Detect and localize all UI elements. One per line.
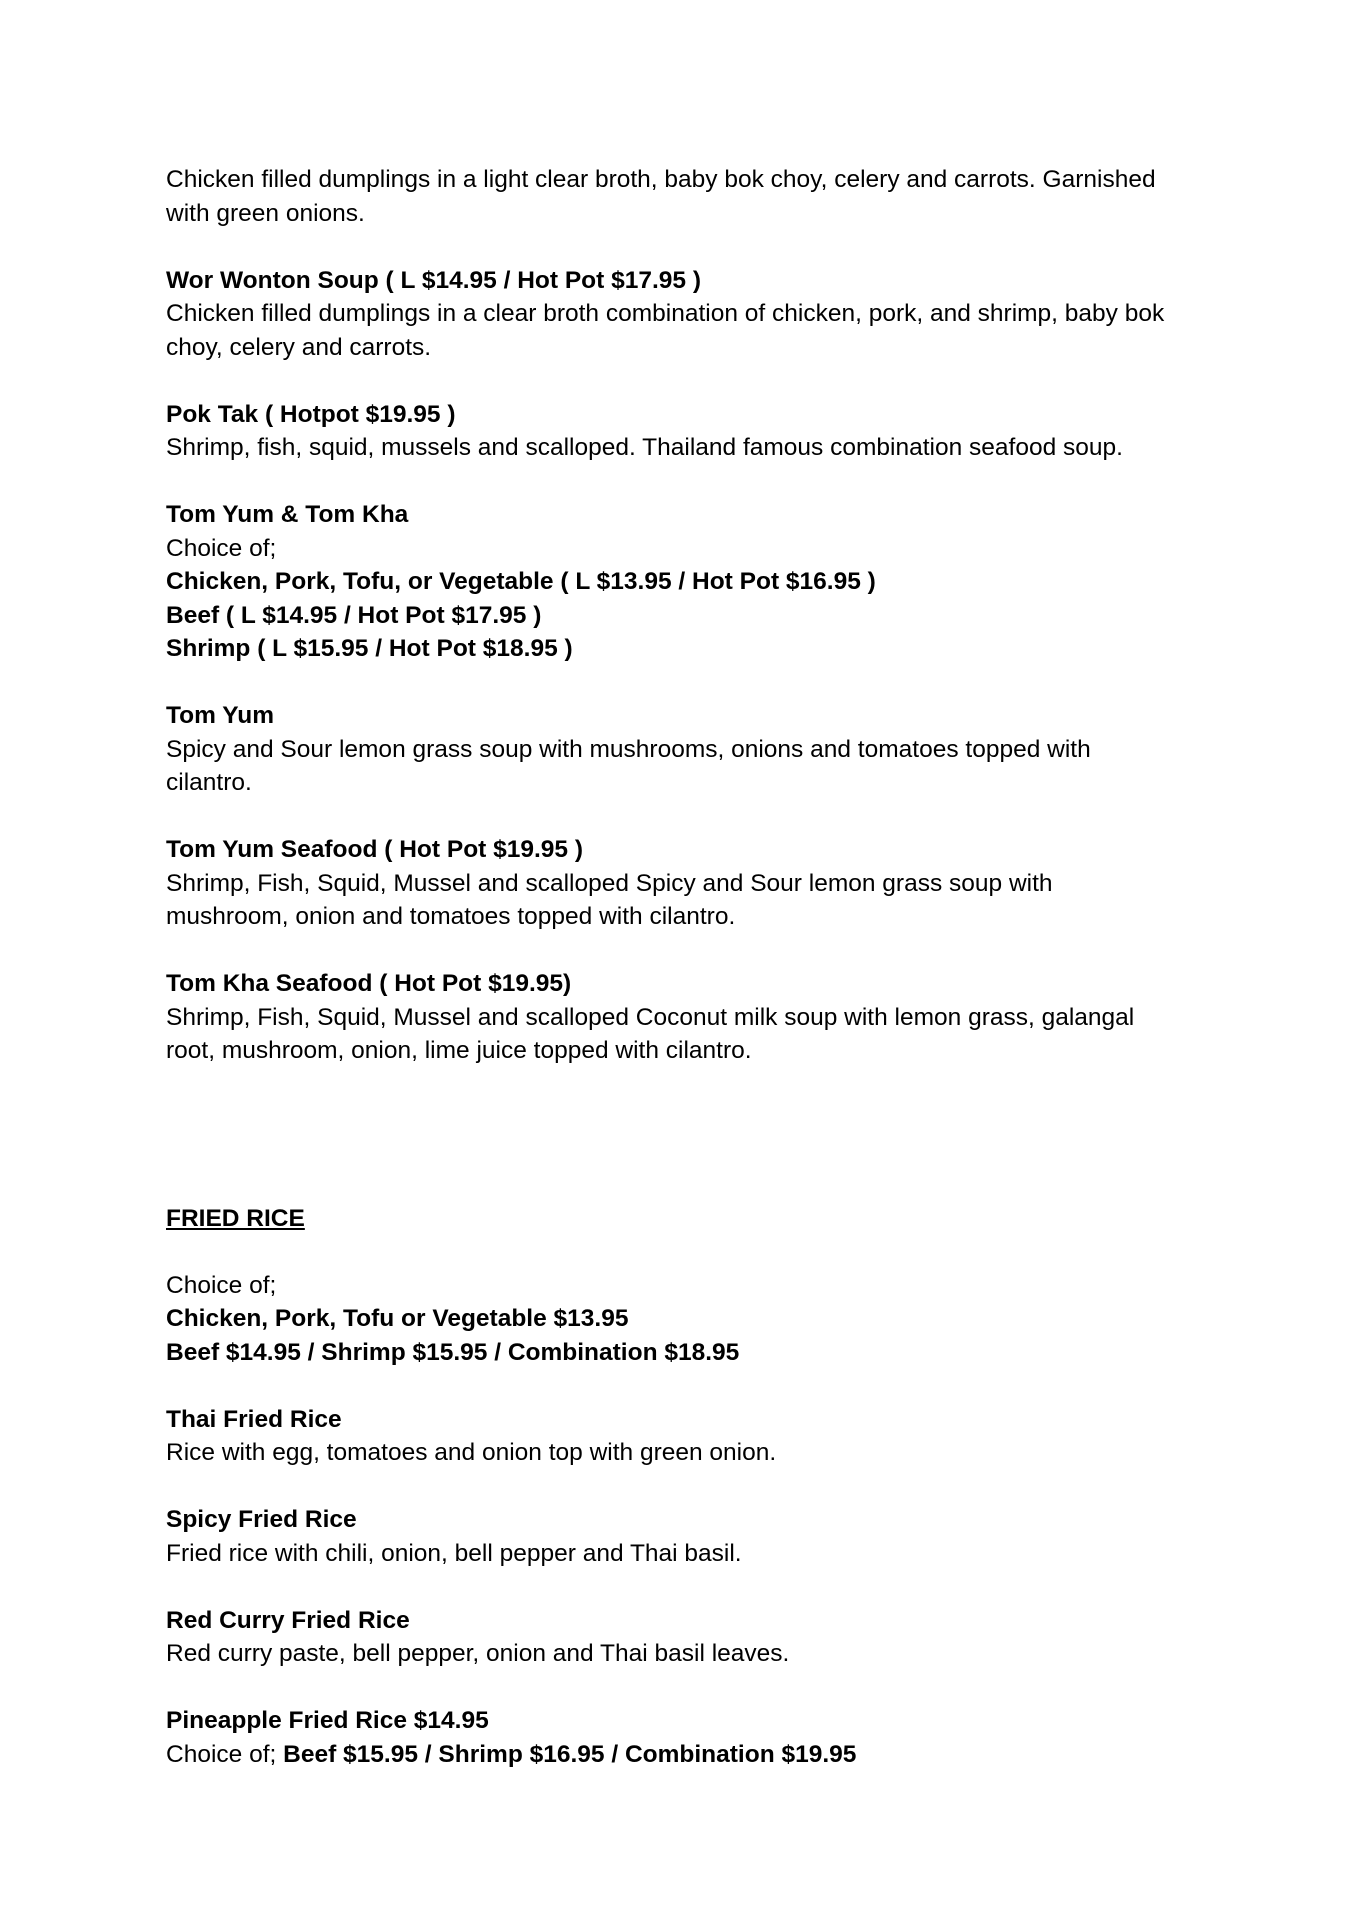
item-title: Tom Yum	[166, 702, 275, 729]
item-title: Wor Wonton Soup ( L $14.95 / Hot Pot $17.95 )	[166, 266, 701, 294]
description-line: Spicy and Sour lemon grass soup with mushrooms, onions and tomatoes topped with	[166, 735, 1091, 763]
price-option: Chicken, Pork, Tofu or Vegetable $13.95	[166, 1305, 629, 1332]
price-option: Beef $14.95 / Shrimp $15.95 / Combination $18.95	[166, 1338, 740, 1366]
choice-label: Choice of;	[166, 1271, 277, 1299]
item-title: Spicy Fried Rice	[166, 1506, 357, 1533]
menu-item-red-curry-fried-rice	[166, 1604, 1206, 1671]
description-line: choy, celery and carrots.	[166, 333, 432, 361]
menu-item-tom-yum-seafood	[166, 833, 1206, 934]
price-option: Shrimp ( L $15.95 / Hot Pot $18.95 )	[166, 635, 573, 662]
section-fried-rice	[166, 1202, 1206, 1772]
item-title: Tom Kha Seafood ( Hot Pot $19.95)	[166, 970, 572, 997]
menu-item-pok-tak	[166, 398, 1206, 465]
menu-content	[166, 163, 1206, 1771]
menu-item-wor-wonton	[166, 264, 1206, 365]
description-line: cilantro.	[166, 769, 252, 796]
choice-prefix: Choice of;	[166, 1740, 284, 1768]
intro-description	[166, 163, 1206, 230]
item-title: Thai Fried Rice	[166, 1405, 342, 1433]
description-line: root, mushroom, onion, lime juice topped with cilantro.	[166, 1037, 752, 1064]
description-line: Shrimp, Fish, Squid, Mussel and scalloped Spicy and Sour lemon grass soup with	[166, 869, 1053, 897]
price-option: Beef $15.95 / Shrimp $16.95 / Combination $19.95	[283, 1740, 857, 1768]
menu-item-tom-yum-tom-kha	[166, 498, 1206, 666]
menu-item-tom-kha-seafood	[166, 967, 1206, 1068]
description-line: Chicken filled dumplings in a light clear broth, baby bok choy, celery and carrots. Garnished	[166, 166, 1156, 193]
choice-label: Choice of;	[166, 534, 277, 562]
description-line: Fried rice with chili, onion, bell pepper and Thai basil.	[166, 1539, 742, 1567]
price-option: Beef ( L $14.95 / Hot Pot $17.95 )	[166, 601, 542, 629]
description-line: mushroom, onion and tomatoes topped with cilantro.	[166, 903, 736, 930]
choice-line	[166, 1738, 1206, 1772]
menu-item-pineapple-fried-rice	[166, 1704, 1206, 1771]
description-line: Chicken filled dumplings in a clear broth combination of chicken, pork, and shrimp, baby bok	[166, 300, 1165, 327]
item-title: Tom Yum Seafood ( Hot Pot $19.95 )	[166, 836, 584, 863]
description-line: with green onions.	[166, 199, 365, 227]
description-line: Rice with egg, tomatoes and onion top with green onion.	[166, 1439, 777, 1466]
menu-item-thai-fried-rice	[166, 1403, 1206, 1470]
section-heading: FRIED RICE	[166, 1204, 305, 1232]
description-line: Shrimp, fish, squid, mussels and scalloped. Thailand famous combination seafood soup.	[166, 434, 1123, 461]
item-title: Pok Tak ( Hotpot $19.95 )	[166, 400, 456, 428]
menu-item-spicy-fried-rice	[166, 1503, 1206, 1570]
item-title: Tom Yum & Tom Kha	[166, 501, 409, 528]
description-line: Red curry paste, bell pepper, onion and Thai basil leaves.	[166, 1640, 790, 1667]
price-option: Chicken, Pork, Tofu, or Vegetable ( L $13.95 / Hot Pot $16.95 )	[166, 568, 876, 595]
description-line: Shrimp, Fish, Squid, Mussel and scalloped Coconut milk soup with lemon grass, galangal	[166, 1003, 1135, 1031]
menu-item-tom-yum	[166, 699, 1206, 800]
item-title: Pineapple Fried Rice $14.95	[166, 1707, 489, 1734]
item-title: Red Curry Fried Rice	[166, 1606, 410, 1634]
